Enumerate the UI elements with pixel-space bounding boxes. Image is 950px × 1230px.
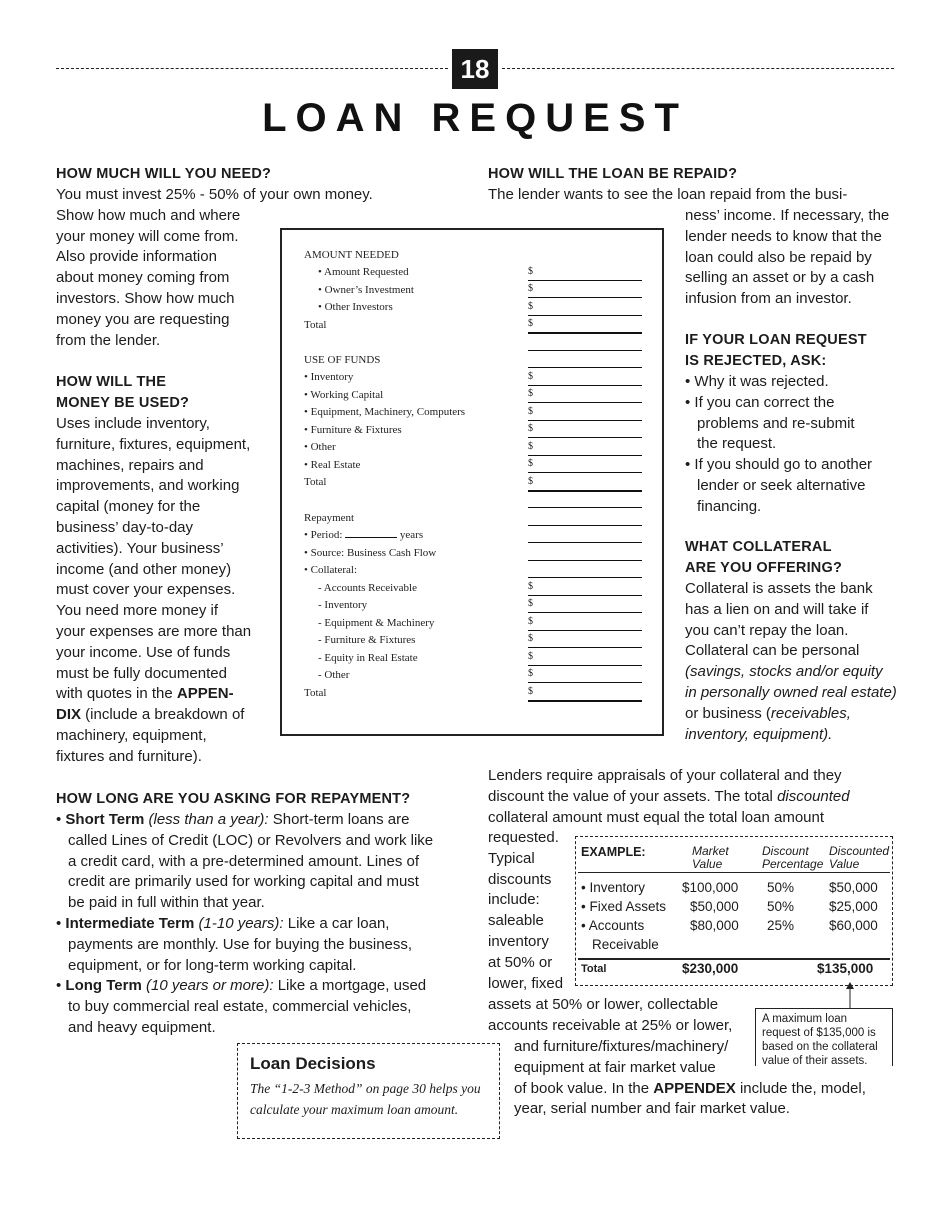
dollar-sign: $ xyxy=(528,686,533,697)
table-row-name-cont: Receivable xyxy=(592,937,659,952)
form-item-equipment-machinery: - Equipment & Machinery xyxy=(318,617,435,629)
form-item-collateral: • Collateral: xyxy=(304,564,358,576)
form-field-line[interactable] xyxy=(528,420,642,421)
form-field-line[interactable] xyxy=(528,367,642,368)
text-line: investors. Show how much xyxy=(56,289,235,307)
dollar-sign: $ xyxy=(528,633,533,644)
text-line: credit are primarily used for working capital and must xyxy=(68,873,419,891)
appendix-ref: APPENDEX xyxy=(653,1079,736,1097)
text-line: the request. xyxy=(697,435,777,453)
text-line xyxy=(56,705,251,726)
text-line: called Lines of Credit (LOC) or Revolvers and work like xyxy=(68,831,434,849)
form-field-line[interactable] xyxy=(528,385,642,386)
form-field-line[interactable] xyxy=(528,437,642,438)
form-field-line[interactable] xyxy=(528,490,642,492)
dollar-sign: $ xyxy=(528,266,533,277)
form-total: Total xyxy=(304,476,327,488)
page-number: 18 xyxy=(452,49,498,89)
text-line: financing. xyxy=(697,497,762,515)
text-line: inventory xyxy=(488,932,549,950)
rejected-list xyxy=(685,372,872,518)
dollar-sign: $ xyxy=(528,441,533,452)
text-line: from the lender. xyxy=(56,331,161,349)
table-row-value: $60,000 xyxy=(829,918,878,933)
text-span: • Period: xyxy=(304,529,346,541)
heading-line: ARE YOU OFFERING? xyxy=(685,559,843,576)
example-header-rule xyxy=(578,872,890,873)
form-field-line[interactable] xyxy=(528,700,642,702)
text-line: your money will come from. xyxy=(56,227,239,245)
heading-line: IS REJECTED, ASK: xyxy=(685,352,827,369)
col-discount-pct xyxy=(762,845,823,871)
form-item-furniture: • Furniture & Fixtures xyxy=(304,424,402,436)
form-field-line[interactable] xyxy=(528,472,642,473)
form-item-accounts-receivable: - Accounts Receivable xyxy=(318,582,417,594)
list-item: • Long Term (10 years or more): Like a mortgage, used xyxy=(56,977,427,995)
text-line: activities). Your business’ xyxy=(56,539,224,557)
header-line: Discount xyxy=(762,844,809,858)
form-use-of-funds: USE OF FUNDS xyxy=(304,354,381,366)
pointer-arrow-icon xyxy=(842,982,858,1010)
text-span: discounted xyxy=(777,787,850,805)
text-line: income (and other money) xyxy=(56,560,232,578)
text-line: problems and re-submit xyxy=(697,414,855,432)
text-line: lender or seek alternative xyxy=(697,476,866,494)
dollar-sign: $ xyxy=(528,598,533,609)
dollar-sign: $ xyxy=(528,301,533,312)
dollar-sign: $ xyxy=(528,371,533,382)
text-line: The “1-2-3 Method” on page 30 helps you xyxy=(250,1081,481,1096)
text-line: about money coming from xyxy=(56,269,230,287)
form-field-line[interactable] xyxy=(528,560,642,561)
text-line: year, serial number and fair market value. xyxy=(514,1100,790,1118)
table-row-name: • Accounts xyxy=(581,918,645,933)
form-field-line[interactable] xyxy=(528,332,642,334)
form-field-line[interactable] xyxy=(528,507,642,508)
text-line xyxy=(488,787,850,808)
form-total: Total xyxy=(304,687,327,699)
term-range: (1-10 years): xyxy=(198,914,284,932)
form-item-source: • Source: Business Cash Flow xyxy=(304,547,437,559)
header-line: Percentage xyxy=(762,857,824,871)
text-line: Also provide information xyxy=(56,248,217,266)
callout-line: value of their assets. xyxy=(762,1055,868,1067)
form-field-line[interactable] xyxy=(528,647,642,648)
example-total-rule xyxy=(578,958,890,960)
text-line: and heavy equipment. xyxy=(68,1018,216,1036)
text-line: lender needs to know that the xyxy=(685,227,882,245)
text-span: of book value. In the xyxy=(514,1079,654,1097)
dollar-sign: $ xyxy=(528,651,533,662)
dollar-sign: $ xyxy=(528,388,533,399)
text-line: machinery, equipment, xyxy=(56,726,207,744)
form-field-line[interactable] xyxy=(528,577,642,578)
how-much-heading: HOW MUCH WILL YOU NEED? xyxy=(56,166,272,182)
form-item-other-investors: • Other Investors xyxy=(318,301,393,313)
text-line: your expenses are more than xyxy=(56,622,252,640)
form-item-equipment: • Equipment, Machinery, Computers xyxy=(304,406,466,418)
text-line: in personally owned real estate) xyxy=(685,683,897,701)
table-row-market: $80,000 xyxy=(690,918,739,933)
form-field-line[interactable] xyxy=(528,280,642,281)
text-line: infusion from an investor. xyxy=(685,290,852,308)
header-line: Value xyxy=(692,857,723,871)
repayment-length-heading: HOW LONG ARE YOU ASKING FOR REPAYMENT? xyxy=(56,791,411,807)
term-name: Long Term xyxy=(65,977,142,995)
dollar-sign: $ xyxy=(528,476,533,487)
repaid-line-1: The lender wants to see the loan repaid from the busi- xyxy=(488,186,848,203)
table-row-pct: 50% xyxy=(767,880,795,895)
text-line: include: xyxy=(488,891,540,909)
term-range: (10 years or more): xyxy=(145,977,274,995)
dollar-sign: $ xyxy=(528,406,533,417)
text-line: business’ day-to-day xyxy=(56,518,194,536)
text-line: at 50% or xyxy=(488,953,553,971)
text-line: to buy commercial real estate, commercial vehicles, xyxy=(68,998,412,1016)
header-rule-right xyxy=(502,68,894,69)
text-line: you can’t repay the loan. xyxy=(685,621,849,639)
table-row-name: • Inventory xyxy=(581,880,646,895)
dollar-sign: $ xyxy=(528,283,533,294)
form-field-line[interactable] xyxy=(528,350,642,351)
text-line: payments are monthly. Use for buying the business, xyxy=(68,935,413,953)
text-line: machines, repairs and xyxy=(56,456,204,474)
text-span: discount the value of your assets. The total xyxy=(488,787,778,805)
period-blank[interactable] xyxy=(345,537,397,538)
form-item-collateral-inventory: - Inventory xyxy=(318,599,368,611)
text-line: furniture, fixtures, equipment, xyxy=(56,435,251,453)
text-line: must cover your expenses. xyxy=(56,581,236,599)
list-item: • If you should go to another xyxy=(685,456,873,474)
callout-line: request of $135,000 is xyxy=(762,1027,876,1039)
form-item-real-estate: • Real Estate xyxy=(304,459,361,471)
text-line: Typical xyxy=(488,849,535,867)
table-row-pct: 25% xyxy=(767,918,795,933)
list-item: • If you can correct the xyxy=(685,393,835,411)
form-item-other: • Other xyxy=(304,441,336,453)
total-label: Total xyxy=(581,963,607,975)
header-rule-left xyxy=(56,68,448,69)
form-field-line[interactable] xyxy=(528,682,642,683)
text-span: with quotes in the xyxy=(56,685,177,703)
text-line: calculate your maximum loan amount. xyxy=(250,1102,459,1117)
form-amount-needed: AMOUNT NEEDED xyxy=(304,249,399,261)
form-item-equity: - Equity in Real Estate xyxy=(318,652,418,664)
total-market: $230,000 xyxy=(682,961,739,976)
col-market-value xyxy=(692,845,729,871)
term-name: Short Term xyxy=(65,811,145,828)
text-line: has a lien on and will take if xyxy=(685,600,869,618)
list-item: • Intermediate Term (1-10 years): Like a car loan, xyxy=(56,914,390,932)
dollar-sign: $ xyxy=(528,458,533,469)
money-used-heading xyxy=(56,372,189,414)
text-line: and furniture/fixtures/machinery/ xyxy=(514,1038,729,1055)
table-row-name: • Fixed Assets xyxy=(581,899,667,914)
text-line: Collateral can be personal xyxy=(685,642,860,660)
form-field-line[interactable] xyxy=(528,402,642,403)
header-line: Discounted xyxy=(829,844,890,858)
term-range: (less than a year): xyxy=(148,811,269,828)
table-row-pct: 50% xyxy=(767,899,795,914)
appendix-ref: DIX xyxy=(56,706,82,724)
text-line: loan could also be repaid by xyxy=(685,248,872,266)
discounts-text xyxy=(488,828,563,994)
form-repayment: Repayment xyxy=(304,512,355,524)
text-line: requested. xyxy=(488,829,559,846)
text-line: You must invest 25% - 50% of your own money. xyxy=(56,186,373,203)
text-line: selling an asset or by a cash xyxy=(685,269,875,287)
form-item-period xyxy=(304,529,423,541)
text-line: Lenders require appraisals of your collateral and they xyxy=(488,767,842,784)
repayment-length-list xyxy=(56,810,433,1039)
form-item-amount-requested: • Amount Requested xyxy=(318,266,409,278)
dollar-sign: $ xyxy=(528,581,533,592)
header-line: Market xyxy=(692,844,729,858)
form-field-line[interactable] xyxy=(528,315,642,316)
text-line: discounts xyxy=(488,870,552,888)
dollar-sign: $ xyxy=(528,423,533,434)
text-span: include the, model, xyxy=(735,1079,866,1097)
text-line: fixtures and furniture). xyxy=(56,747,202,765)
form-field-line[interactable] xyxy=(528,630,642,631)
form-field-line[interactable] xyxy=(528,525,642,526)
collateral-text xyxy=(685,579,897,745)
text-line: assets at 50% or lower, collectable xyxy=(488,996,719,1013)
text-line: accounts receivable at 25% or lower, xyxy=(488,1016,733,1034)
appendix-ref: APPEN- xyxy=(176,685,234,703)
text-line: Show how much and where xyxy=(56,206,241,224)
text-line: your income. Use of funds xyxy=(56,643,231,661)
form-field-line[interactable] xyxy=(528,595,642,596)
list-item: • Why it was rejected. xyxy=(685,373,829,390)
form-item-owner-investment: • Owner’s Investment xyxy=(318,284,414,296)
discounts-text-cont xyxy=(488,995,732,1037)
text-line: equipment, or for long-term working capital. xyxy=(68,956,357,974)
list-item: • Short Term (less than a year): Short-term loans are xyxy=(56,811,410,828)
table-row-value: $50,000 xyxy=(829,880,878,895)
col-discounted-value xyxy=(829,845,889,871)
repaid-text xyxy=(685,206,889,310)
callout-line: A maximum loan xyxy=(762,1013,848,1025)
form-field-line[interactable] xyxy=(528,665,642,666)
text-line: equipment at fair market value xyxy=(514,1058,716,1076)
text-span: Like a mortgage, used xyxy=(273,977,427,995)
example-label: EXAMPLE: xyxy=(581,845,646,859)
text-line: Collateral is assets the bank xyxy=(685,580,873,597)
text-line: You need more money if xyxy=(56,602,219,620)
form-field-line[interactable] xyxy=(528,612,642,613)
form-total: Total xyxy=(304,319,327,331)
form-item-furniture-fixtures: - Furniture & Fixtures xyxy=(318,634,416,646)
heading-line: MONEY BE USED? xyxy=(56,394,190,411)
heading-line: HOW WILL THE xyxy=(56,374,167,390)
text-span: Like a car loan, xyxy=(283,914,390,932)
table-row-market: $100,000 xyxy=(682,880,739,895)
repaid-heading: HOW WILL THE LOAN BE REPAID? xyxy=(488,166,738,182)
text-line: collateral amount must equal the total loan amount xyxy=(488,808,825,826)
heading-line: IF YOUR LOAN REQUEST xyxy=(685,332,867,348)
form-item-collateral-other: - Other xyxy=(318,669,350,681)
text-line: Uses include inventory, xyxy=(56,415,210,432)
text-line: lower, fixed xyxy=(488,974,564,992)
text-line xyxy=(56,684,251,705)
text-line: inventory, equipment). xyxy=(685,725,833,743)
appraisal-text xyxy=(488,766,850,828)
max-loan-callout xyxy=(755,1008,893,1066)
form-item-working-capital: • Working Capital xyxy=(304,389,384,401)
form-field-line[interactable] xyxy=(528,297,642,298)
page-title: LOAN REQUEST xyxy=(262,96,688,140)
text-span: receivables, xyxy=(770,704,851,722)
dollar-sign: $ xyxy=(528,318,533,329)
form-field-line[interactable] xyxy=(528,542,642,543)
text-line xyxy=(514,1079,866,1100)
heading-line: WHAT COLLATERAL xyxy=(685,539,832,555)
header-line: Value xyxy=(829,857,860,871)
text-span: or business ( xyxy=(685,704,771,722)
text-line: ness’ income. If necessary, the xyxy=(685,207,890,224)
text-line: a credit card, with a pre-determined amount. Lines of xyxy=(68,852,420,870)
text-span: Short-term loans are xyxy=(268,811,410,828)
dollar-sign: $ xyxy=(528,616,533,627)
loan-decisions-title: Loan Decisions xyxy=(250,1054,376,1073)
total-value: $135,000 xyxy=(817,961,874,976)
dollar-sign: $ xyxy=(528,668,533,679)
table-row-value: $25,000 xyxy=(829,899,878,914)
text-line: saleable xyxy=(488,912,544,930)
text-line: must be fully documented xyxy=(56,664,227,682)
rejected-heading xyxy=(685,330,867,372)
form-item-inventory: • Inventory xyxy=(304,371,354,383)
text-line: money you are requesting xyxy=(56,310,230,328)
loan-decisions-text xyxy=(250,1078,481,1120)
text-line: improvements, and working xyxy=(56,477,240,495)
table-row-market: $50,000 xyxy=(690,899,739,914)
text-span: years xyxy=(399,529,424,541)
money-used-text xyxy=(56,414,251,768)
text-line: be paid in full within that year. xyxy=(68,894,265,912)
text-line: capital (money for the xyxy=(56,498,201,516)
text-line: (savings, stocks and/or equity xyxy=(685,663,883,681)
term-name: Intermediate Term xyxy=(65,914,195,932)
text-line xyxy=(685,704,897,725)
text-span: (include a breakdown of xyxy=(81,706,245,724)
callout-line: based on the collateral xyxy=(762,1041,878,1053)
form-field-line[interactable] xyxy=(528,455,642,456)
collateral-heading xyxy=(685,537,842,579)
